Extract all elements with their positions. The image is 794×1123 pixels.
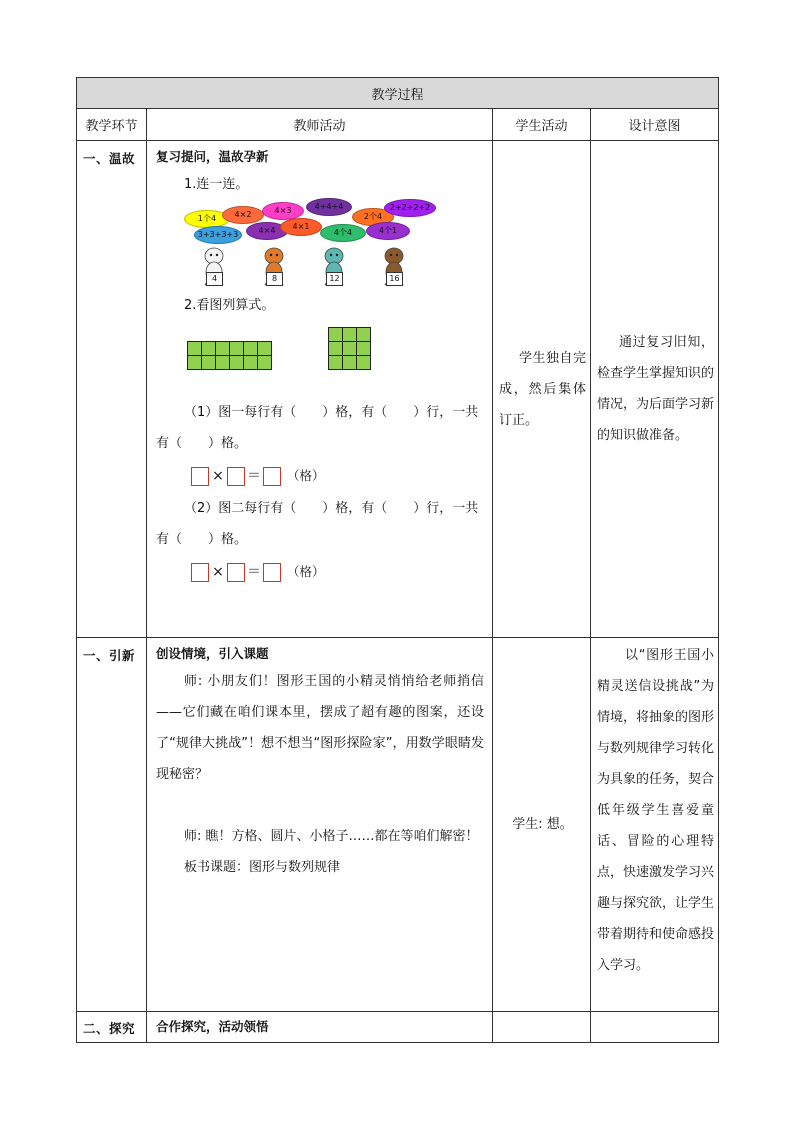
animal-figure [314, 244, 354, 298]
unit-label: （格） [287, 468, 325, 483]
grid-cell [201, 341, 216, 356]
stage-label: 一、温故 [77, 141, 147, 638]
design-intent [591, 1012, 719, 1043]
section-heading: 复习提问，温故孕新 [156, 149, 269, 164]
header-intent: 设计意图 [591, 109, 719, 141]
header-stage: 教学环节 [77, 109, 147, 141]
question-2-2-cont: 有（ ）格。 [156, 532, 248, 547]
teacher-paragraph: 师: 小朋友们！图形王国的小精灵悄悄给老师捎信——它们藏在咱们课本里，摆成了超有趣的图案，还设了“规律大挑战”！想不想当“图形探险家”，用数学眼睛发现秘密？ [156, 674, 484, 782]
answer-box[interactable] [227, 563, 245, 582]
question-1: 1.连一连。 [184, 177, 249, 192]
design-intent [591, 638, 719, 1012]
grid-cell [257, 355, 272, 370]
animal-figure [374, 244, 414, 298]
answer-box[interactable] [227, 467, 245, 486]
grid-cell [328, 341, 343, 356]
student-activity [493, 141, 591, 638]
teacher-activity [147, 1012, 493, 1043]
animal-figure [194, 244, 234, 298]
student-text: 学生独自完成，然后集体订正。 [499, 350, 586, 428]
table-row [77, 141, 719, 638]
grid-cell [215, 355, 230, 370]
grid-cell [243, 355, 258, 370]
answer-box[interactable] [263, 467, 281, 486]
grid-cell [328, 355, 343, 370]
balloon-label[interactable]: 2+2+2+2 [384, 199, 436, 217]
grid-cell [243, 341, 258, 356]
table-row [77, 1012, 719, 1043]
answer-box[interactable] [263, 563, 281, 582]
design-intent [591, 141, 719, 638]
balloon-label[interactable]: 2个4 [352, 208, 394, 226]
student-activity [493, 638, 591, 1012]
equation-1 [156, 459, 484, 493]
student-activity [493, 1012, 591, 1043]
header-teacher: 教师活动 [147, 109, 493, 141]
equals-sign: ＝ [247, 468, 261, 484]
grid-cell [187, 355, 202, 370]
question-2: 2.看图列算式。 [184, 298, 275, 313]
animal-figure [254, 244, 294, 298]
header-student: 学生活动 [493, 109, 591, 141]
grid-cell [229, 341, 244, 356]
answer-box[interactable] [191, 467, 209, 486]
grid-cell [187, 341, 202, 356]
balloon-label[interactable]: 4×2 [222, 206, 264, 224]
balloon-label[interactable]: 3+3+3+3 [194, 226, 242, 244]
grid-cell [356, 341, 371, 356]
grid-cell [215, 341, 230, 356]
balloon-label[interactable]: 4×3 [262, 202, 304, 220]
grid-figures [156, 321, 484, 397]
question-2-2: （2）图二每行有（ ）格，有（ ）行，一共 [184, 501, 479, 516]
section-heading: 创设情境，引入课题 [156, 646, 269, 661]
grid-cell [201, 355, 216, 370]
section-heading: 合作探究，活动领悟 [156, 1019, 269, 1034]
number-tag: 12 [326, 272, 343, 286]
intent-text: 通过复习旧知，检查学生掌握知识的情况，为后面学习新的知识做准备。 [597, 335, 715, 443]
question-2-1: （1）图一每行有（ ）格，有（ ）行，一共 [184, 405, 479, 420]
number-tag: 16 [386, 272, 403, 286]
balloon-label[interactable]: 4×4 [246, 222, 288, 240]
lesson-table [76, 77, 719, 1043]
grid-cell [342, 355, 357, 370]
student-text: 学生: 想。 [512, 817, 573, 832]
stage-label: 一、引新 [77, 638, 147, 1012]
grid-cell [356, 327, 371, 342]
teacher-activity [147, 638, 493, 1012]
grid-figure-1 [187, 341, 272, 370]
teacher-paragraph: 师: 瞧！方格、圆片、小格子……都在等咱们解密！ [184, 829, 479, 844]
grid-cell [328, 327, 343, 342]
times-sign: × [212, 468, 224, 484]
balloon-label[interactable]: 4个1 [366, 222, 410, 240]
equals-sign: ＝ [247, 564, 261, 580]
number-tag: 8 [266, 272, 283, 286]
balloon-label[interactable]: 1个4 [184, 210, 230, 228]
matching-illustration [184, 200, 484, 290]
times-sign: × [212, 564, 224, 580]
question-2-1-cont: 有（ ）格。 [156, 436, 248, 451]
unit-label: （格） [287, 564, 325, 579]
grid-figure-2 [328, 327, 371, 370]
table-title: 教学过程 [77, 78, 719, 109]
balloon-label[interactable]: 4+4+4 [306, 198, 352, 216]
grid-cell [342, 327, 357, 342]
grid-cell [356, 355, 371, 370]
board-title: 板书课题：图形与数列规律 [184, 860, 341, 875]
number-tag: 4 [206, 272, 223, 286]
table-row [77, 638, 719, 1012]
teacher-activity [147, 141, 493, 638]
grid-cell [257, 341, 272, 356]
grid-cell [342, 341, 357, 356]
balloon-label[interactable]: 4个4 [320, 224, 366, 242]
equation-2 [156, 555, 484, 589]
answer-box[interactable] [191, 563, 209, 582]
grid-cell [229, 355, 244, 370]
balloon-label[interactable]: 4×1 [280, 218, 322, 236]
intent-text: 以“图形王国小精灵送信设挑战”为情境，将抽象的图形与数列规律学习转化为具象的任务，契合低年级学生喜爱童话、冒险的心理特点，快速激发学习兴趣与探究欲，让学生带着期待和使命感投入学习。 [597, 648, 715, 973]
stage-label: 二、探究 [77, 1012, 147, 1043]
